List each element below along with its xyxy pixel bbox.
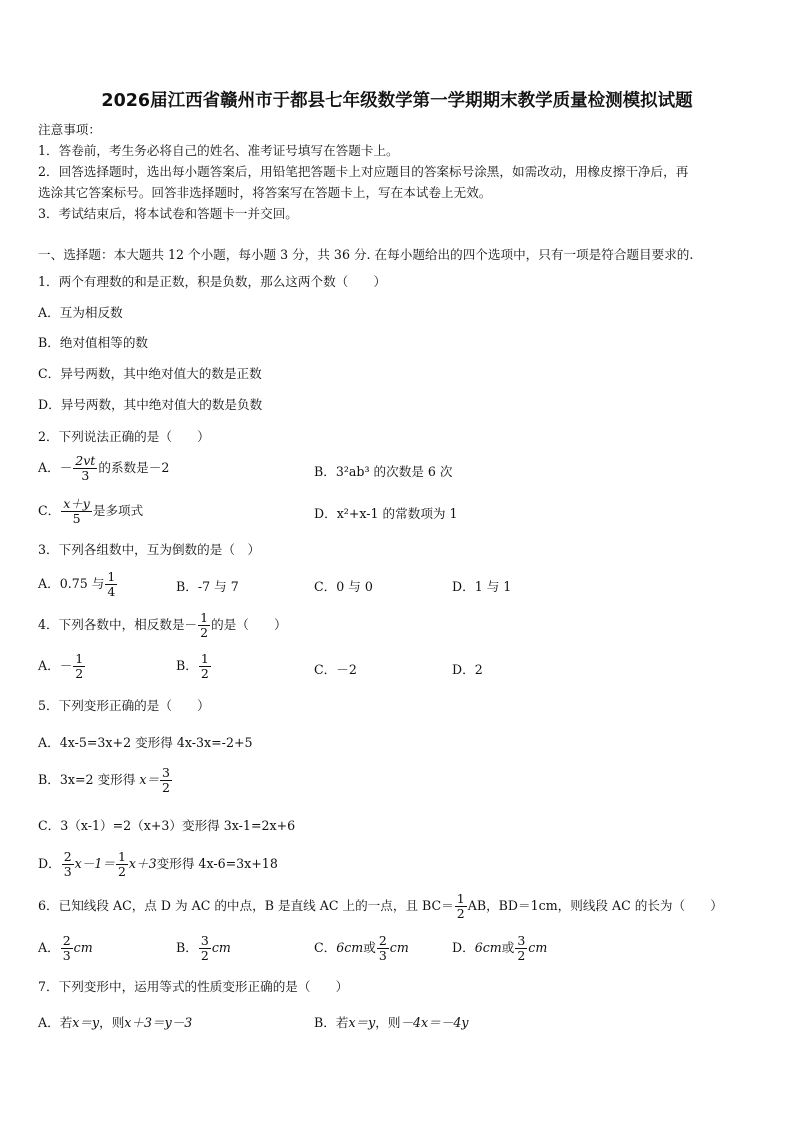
- stem-text: 6．已知线段 AC，点 D 为 AC 的中点，B 是直线 AC 上的一点，且 BC＝: [38, 898, 454, 913]
- note-2b: 选涂其它答案标号。回答非选择题时，将答案写在答题卡上，写在本试卷上无效。: [38, 185, 492, 200]
- option-text: ，则: [99, 1015, 125, 1030]
- q5-option-c: C．3（x-1）=2（x+3）变形得 3x-1=2x+6: [38, 818, 296, 833]
- option-label: C．: [314, 940, 337, 955]
- q3-option-b: B．-7 与 7: [176, 579, 239, 594]
- notes-heading: 注意事项：: [38, 122, 101, 137]
- option-text: 的系数是－2: [98, 460, 170, 475]
- q5-stem: 5．下列变形正确的是（ ）: [38, 698, 210, 713]
- option-text: ，则: [375, 1015, 401, 1030]
- q4-option-a: [38, 652, 86, 681]
- denominator: 2: [200, 948, 209, 963]
- q1-option-a: A．互为相反数: [38, 305, 123, 320]
- denominator: 2: [456, 906, 465, 921]
- q3-option-c: C．0 与 0: [314, 579, 373, 594]
- denominator: 3: [62, 948, 71, 963]
- equation-part: x＋3: [128, 856, 157, 871]
- denominator: 2: [200, 666, 209, 681]
- fraction: [515, 934, 527, 963]
- fraction: [377, 934, 389, 963]
- option-label: A．－: [38, 658, 73, 673]
- note-1: 1．答卷前，考生务必将自己的姓名、准考证号填写在答题卡上。: [38, 143, 399, 158]
- fraction: [61, 497, 92, 526]
- q2-option-d: D．x²+x-1 的常数项为 1: [314, 506, 458, 521]
- numerator: 1: [107, 569, 116, 584]
- fraction: [73, 652, 85, 681]
- option-label: D．: [38, 856, 61, 871]
- q6-option-b: [176, 934, 231, 963]
- denominator: 3: [63, 864, 72, 879]
- q5-option-a: A．4x-5=3x+2 变形得 4x-3x=-2+5: [38, 735, 253, 750]
- stem-text: AB，BD＝1cm，则线段 AC 的长为（ ）: [467, 898, 723, 913]
- option-text: B．若: [314, 1015, 349, 1030]
- denominator: 2: [517, 948, 526, 963]
- fraction: [199, 652, 211, 681]
- q1-stem: 1．两个有理数的和是正数，积是负数，那么这两个数（ ）: [38, 274, 387, 289]
- fraction: [199, 934, 211, 963]
- section-heading: 一、选择题：本大题共 12 个小题，每小题 3 分，共 36 分. 在每小题给出的四个选项中，只有一项是符合题目要求的.: [38, 247, 694, 262]
- q6-option-d: [452, 934, 547, 963]
- option-text: A．0.75 与: [38, 576, 105, 591]
- numerator: 1: [117, 849, 126, 864]
- q1-option-d: D．异号两数，其中绝对值大的数是负数: [38, 397, 263, 412]
- equation: x＝y: [72, 1015, 100, 1030]
- numerator: 2vt: [75, 453, 96, 468]
- q3-stem: 3．下列各组数中，互为倒数的是（ ）: [38, 542, 261, 557]
- equation-part: x－1＝: [74, 856, 115, 871]
- q2-stem: 2．下列说法正确的是（ ）: [38, 429, 210, 444]
- equation: x＝y: [348, 1015, 376, 1030]
- fraction: [61, 934, 73, 963]
- numerator: 2: [62, 933, 71, 948]
- numerator: 1: [200, 651, 209, 666]
- q7-option-a: [38, 1014, 192, 1032]
- q2-option-a: A．－ $\frac{2vt}{3}$ 的系数是－2: [38, 453, 170, 483]
- q2-option-c: [38, 497, 143, 526]
- numerator: 3: [162, 765, 170, 780]
- option-label: A．: [38, 940, 60, 955]
- numerator: 2: [63, 849, 72, 864]
- q7-stem: 7．下列变形中，运用等式的性质变形正确的是（ ）: [38, 979, 349, 994]
- numerator: 1: [75, 651, 84, 666]
- q7-option-b: [314, 1014, 468, 1032]
- unit: cm: [389, 940, 409, 955]
- q4-option-b: [176, 652, 212, 681]
- denominator: 3: [378, 948, 387, 963]
- q3-option-a: [38, 570, 118, 599]
- denominator: 5: [72, 511, 81, 526]
- q4-option-c: C．－2: [314, 662, 357, 677]
- numerator: 2: [378, 933, 387, 948]
- value: 6cm: [336, 940, 364, 955]
- q5-option-d: [38, 850, 278, 879]
- unit: cm: [73, 940, 93, 955]
- value: 6cm: [474, 940, 502, 955]
- numerator: 3: [517, 933, 526, 948]
- q2-option-b: B．3²ab³ 的次数是 6 次: [314, 464, 453, 479]
- denominator: 4: [107, 584, 116, 599]
- option-text: 是多项式: [92, 503, 144, 518]
- numerator: x＋y: [63, 496, 90, 511]
- option-label: B．: [176, 658, 198, 673]
- denominator: 2: [117, 864, 126, 879]
- or-text: 或: [501, 940, 515, 955]
- denominator: 2: [162, 780, 170, 795]
- q4-stem: [38, 611, 287, 640]
- or-text: 或: [363, 940, 376, 955]
- option-label: C．: [38, 503, 61, 518]
- unit: cm: [211, 940, 231, 955]
- numerator: 3: [200, 933, 209, 948]
- q6-option-a: [38, 934, 93, 963]
- option-text: A．若: [38, 1015, 73, 1030]
- fraction: [455, 892, 467, 921]
- q5-option-b: [38, 766, 173, 795]
- note-2a: 2．回答选择题时，选出每小题答案后，用铅笔把答题卡上对应题目的答案标号涂黑，如需改动，用橡皮擦干净后，再: [38, 164, 689, 179]
- stem-text: 4．下列各数中，相反数是－: [38, 617, 198, 632]
- numerator: 1: [200, 610, 209, 625]
- numerator: 1: [456, 891, 465, 906]
- fraction: [160, 766, 172, 795]
- option-text: 变形得 4x-6=3x+18: [156, 856, 278, 871]
- q4-option-d: D．2: [452, 662, 483, 677]
- option-label: A．: [38, 460, 60, 475]
- denominator: 2: [200, 625, 209, 640]
- denominator: 3: [81, 468, 90, 483]
- unit: cm: [528, 940, 548, 955]
- exam-title: 2026届江西省赣州市于都县七年级数学第一学期期末教学质量检测模拟试题: [101, 91, 693, 111]
- option-label: B．: [176, 940, 198, 955]
- fraction: [116, 850, 128, 879]
- q6-stem: [38, 892, 723, 921]
- equation: x＋3＝y－3: [124, 1015, 193, 1030]
- fraction: [62, 850, 74, 879]
- fraction: [73, 454, 97, 483]
- q1-option-c: C．异号两数，其中绝对值大的数是正数: [38, 366, 262, 381]
- denominator: 2: [75, 666, 84, 681]
- note-3: 3．考试结束后，将本试卷和答题卡一并交回。: [38, 206, 298, 221]
- option-text: B．3x=2 变形得: [38, 772, 136, 787]
- q1-option-b: B．绝对值相等的数: [38, 335, 149, 350]
- q6-option-c: [314, 934, 409, 963]
- option-label: D．: [452, 940, 475, 955]
- stem-text: 的是（ ）: [211, 617, 287, 632]
- variable: x＝: [139, 772, 160, 787]
- fraction: [198, 611, 210, 640]
- q3-option-d: D．1 与 1: [452, 579, 512, 594]
- equation: －4x＝－4y: [400, 1015, 469, 1030]
- fraction: [105, 570, 117, 599]
